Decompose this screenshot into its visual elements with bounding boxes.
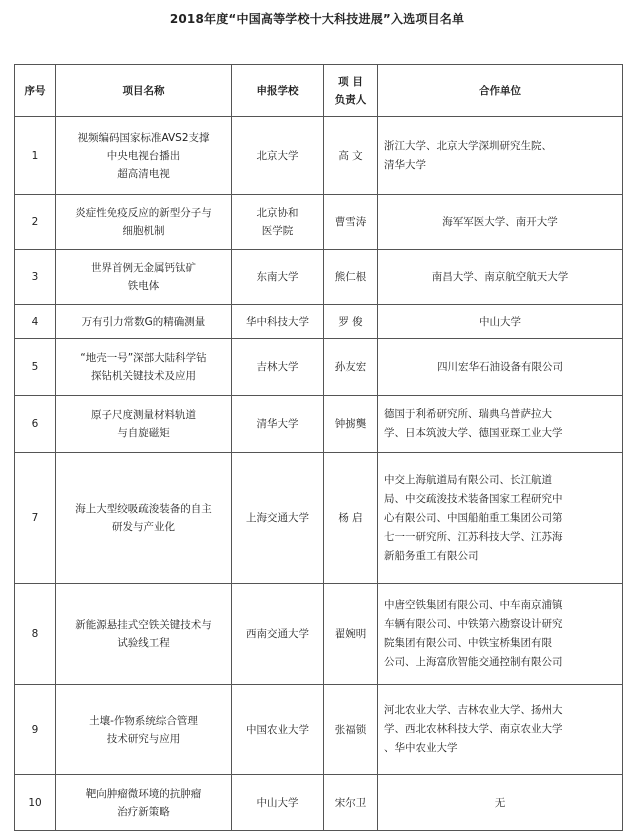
partner-line: 浙江大学、北京大学深圳研究生院、 xyxy=(384,139,552,152)
cell-leader: 宋尔卫 xyxy=(324,775,378,831)
partner-line: 中唐空铁集团有限公司、中车南京浦镇 xyxy=(384,599,563,611)
project-name-line: 超高清电视 xyxy=(117,167,170,180)
partner-line: 学、日本筑波大学、德国亚琛工业大学 xyxy=(384,427,563,439)
cell-leader: 曹雪涛 xyxy=(324,195,378,250)
school-line: 中国农业大学 xyxy=(246,723,309,736)
table-row xyxy=(15,396,623,453)
project-name-line: 新能源悬挂式空铁关键技术与 xyxy=(75,619,212,631)
partner-line: 院集团有限公司、中铁宝桥集团有限 xyxy=(384,637,552,649)
project-name-line: 治疗新策略 xyxy=(117,805,170,818)
table-row xyxy=(15,339,623,396)
project-name-line: 中央电视台播出 xyxy=(106,149,181,162)
cell-seq: 10 xyxy=(15,775,56,831)
cell-partner xyxy=(378,685,623,775)
school-line: 吉林大学 xyxy=(256,361,299,373)
cell-project-name xyxy=(56,250,232,305)
table-row xyxy=(15,453,623,584)
cell-partner xyxy=(378,305,623,339)
cell-school xyxy=(232,305,324,339)
header-leader-line1: 项 目 xyxy=(338,75,363,88)
project-name-line: “地壳一号”深部大陆科学钻 xyxy=(80,352,207,364)
cell-project-name xyxy=(56,117,232,195)
cell-school xyxy=(232,685,324,775)
partner-line: 心有限公司、中国船舶重工集团公司第 xyxy=(384,511,563,524)
cell-school xyxy=(232,195,324,250)
header-leader-line2: 负责人 xyxy=(334,93,367,106)
school-line: 北京协和 xyxy=(256,207,299,219)
partner-line: 新船务重工有限公司 xyxy=(384,549,479,562)
table-row xyxy=(15,775,623,831)
cell-project-name xyxy=(56,453,232,584)
cell-leader: 张福锁 xyxy=(324,685,378,775)
partner-line: 河北农业大学、吉林农业大学、扬州大 xyxy=(384,704,563,716)
cell-project-name xyxy=(56,195,232,250)
cell-leader: 翟婉明 xyxy=(324,584,378,685)
table-row xyxy=(15,685,623,775)
cell-partner xyxy=(378,117,623,195)
cell-school xyxy=(232,339,324,396)
cell-school xyxy=(232,396,324,453)
project-name-line: 炎症性免疫反应的新型分子与 xyxy=(75,207,212,219)
partner-line: 七一一研究所、江苏科技大学、江苏海 xyxy=(384,530,563,543)
project-name-line: 靶向肿瘤微环境的抗肿瘤 xyxy=(85,787,202,800)
cell-partner xyxy=(378,396,623,453)
project-name-line: 海上大型绞吸疏浚装备的自主 xyxy=(75,503,212,515)
cell-partner xyxy=(378,195,623,250)
school-line: 华中科技大学 xyxy=(246,315,309,328)
table-row xyxy=(15,584,623,685)
school-line: 北京大学 xyxy=(256,149,299,162)
cell-school xyxy=(232,775,324,831)
cell-school xyxy=(232,584,324,685)
table-header-row xyxy=(15,65,623,117)
project-name-line: 原子尺度测量材料轨道 xyxy=(91,409,196,421)
cell-leader: 高 文 xyxy=(324,117,378,195)
project-name-line: 试验线工程 xyxy=(117,637,170,649)
cell-project-name xyxy=(56,584,232,685)
partner-line: 局、中交疏浚技术装备国家工程研究中 xyxy=(384,492,563,505)
partner-line: 德国于利希研究所、瑞典乌普萨拉大 xyxy=(384,408,552,420)
table-row xyxy=(15,117,623,195)
cell-project-name xyxy=(56,775,232,831)
cell-partner xyxy=(378,339,623,396)
cell-partner xyxy=(378,250,623,305)
cell-seq: 7 xyxy=(15,453,56,584)
cell-school xyxy=(232,250,324,305)
cell-leader: 钟掳龑 xyxy=(324,396,378,453)
cell-school xyxy=(232,117,324,195)
header-project-name: 项目名称 xyxy=(56,65,232,117)
cell-school xyxy=(232,453,324,584)
cell-partner xyxy=(378,775,623,831)
partner-line: 中山大学 xyxy=(479,315,521,328)
cell-project-name xyxy=(56,396,232,453)
header-partner: 合作单位 xyxy=(378,65,623,117)
cell-leader: 罗 俊 xyxy=(324,305,378,339)
partner-line: 学、西北农林科技大学、南京农业大学 xyxy=(384,723,563,735)
project-name-line: 万有引力常数G的精确测量 xyxy=(81,315,206,328)
table-row xyxy=(15,250,623,305)
partner-line: 、华中农业大学 xyxy=(384,742,458,754)
header-seq: 序号 xyxy=(15,65,56,117)
cell-project-name xyxy=(56,339,232,396)
table-row xyxy=(15,195,623,250)
project-name-line: 土壤-作物系统综合管理 xyxy=(89,714,198,727)
partner-line: 清华大学 xyxy=(384,158,426,171)
cell-seq: 3 xyxy=(15,250,56,305)
project-name-line: 技术研究与应用 xyxy=(106,732,181,745)
project-name-line: 世界首例无金属钙钛矿 xyxy=(91,262,196,274)
school-line: 上海交通大学 xyxy=(246,512,309,524)
cell-seq: 5 xyxy=(15,339,56,396)
header-leader xyxy=(324,65,378,117)
cell-seq: 1 xyxy=(15,117,56,195)
school-line: 中山大学 xyxy=(256,796,299,809)
partner-line: 四川宏华石油设备有限公司 xyxy=(437,361,563,373)
partner-line: 海军军医大学、南开大学 xyxy=(442,216,558,228)
project-name-line: 细胞机制 xyxy=(122,225,165,237)
header-school: 申报学校 xyxy=(232,65,324,117)
table-row xyxy=(15,305,623,339)
cell-seq: 2 xyxy=(15,195,56,250)
partner-line: 公司、上海富欣智能交通控制有限公司 xyxy=(384,656,563,668)
school-line: 医学院 xyxy=(261,225,294,237)
cell-partner xyxy=(378,584,623,685)
page-title: 2018年度“中国高等学校十大科技进展”入选项目名单 xyxy=(169,12,465,26)
partner-line: 中交上海航道局有限公司、长江航道 xyxy=(384,473,552,486)
project-name-line: 铁电体 xyxy=(127,280,160,292)
project-table xyxy=(14,64,623,831)
cell-seq: 4 xyxy=(15,305,56,339)
partner-line: 南昌大学、南京航空航天大学 xyxy=(431,271,569,283)
cell-seq: 9 xyxy=(15,685,56,775)
project-name-line: 探钻机关键技术及应用 xyxy=(91,370,196,382)
partner-line: 无 xyxy=(494,796,506,809)
cell-leader: 孙友宏 xyxy=(324,339,378,396)
school-line: 东南大学 xyxy=(256,271,299,283)
partner-line: 车辆有限公司、中铁第六勘察设计研究 xyxy=(384,618,563,630)
cell-leader: 熊仁根 xyxy=(324,250,378,305)
project-name-line: 与自旋磁矩 xyxy=(117,427,170,439)
school-line: 清华大学 xyxy=(256,418,299,430)
cell-partner xyxy=(378,453,623,584)
cell-project-name xyxy=(56,305,232,339)
cell-project-name xyxy=(56,685,232,775)
cell-leader: 杨 启 xyxy=(324,453,378,584)
project-name-line: 研发与产业化 xyxy=(112,521,175,533)
cell-seq: 6 xyxy=(15,396,56,453)
cell-seq: 8 xyxy=(15,584,56,685)
project-name-line: 视频编码国家标准AVS2支撑 xyxy=(77,131,210,144)
school-line: 西南交通大学 xyxy=(246,628,309,640)
